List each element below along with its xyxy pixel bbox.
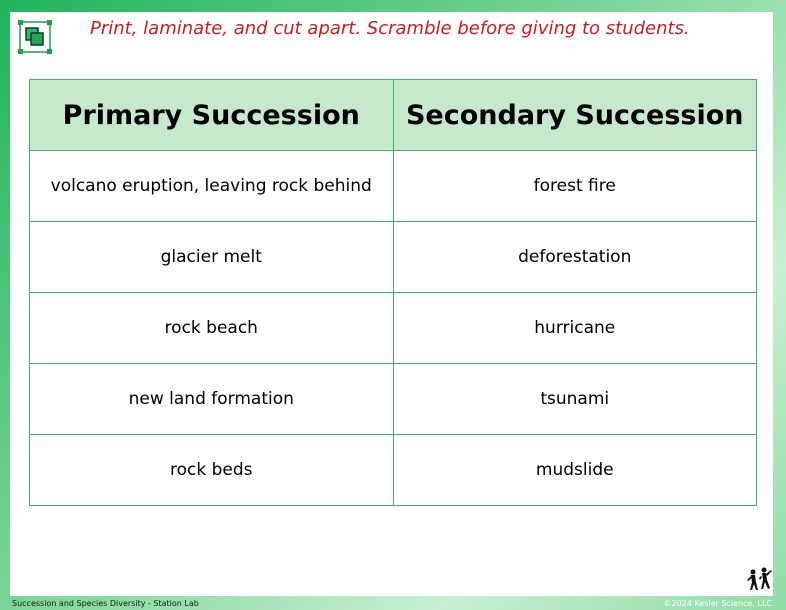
primary-card: volcano eruption, leaving rock behind xyxy=(30,151,394,222)
table-row xyxy=(30,435,757,506)
table-row xyxy=(30,364,757,435)
table-row xyxy=(30,293,757,364)
table-row xyxy=(30,151,757,222)
table-header-row xyxy=(30,80,757,151)
footer-lesson-title: Succession and Species Diversity - Station Lab xyxy=(12,599,199,608)
column-header-secondary: Secondary Succession xyxy=(393,80,757,151)
column-header-primary: Primary Succession xyxy=(30,80,394,151)
instructions-text: Print, laminate, and cut apart. Scramble before giving to students. xyxy=(90,18,690,39)
succession-card-table xyxy=(29,79,757,506)
primary-card: rock beach xyxy=(30,293,394,364)
primary-card: new land formation xyxy=(30,364,394,435)
worksheet-page xyxy=(10,12,773,596)
secondary-card: tsunami xyxy=(393,364,757,435)
table-row xyxy=(30,222,757,293)
secondary-card: forest fire xyxy=(393,151,757,222)
footer-copyright: ©2024 Kesler Science, LLC xyxy=(663,599,772,608)
secondary-card: hurricane xyxy=(393,293,757,364)
primary-card: glacier melt xyxy=(30,222,394,293)
secondary-card: mudslide xyxy=(393,435,757,506)
layered-squares-logo-icon xyxy=(18,20,52,54)
secondary-card: deforestation xyxy=(393,222,757,293)
primary-card: rock beds xyxy=(30,435,394,506)
students-running-icon xyxy=(745,566,773,592)
